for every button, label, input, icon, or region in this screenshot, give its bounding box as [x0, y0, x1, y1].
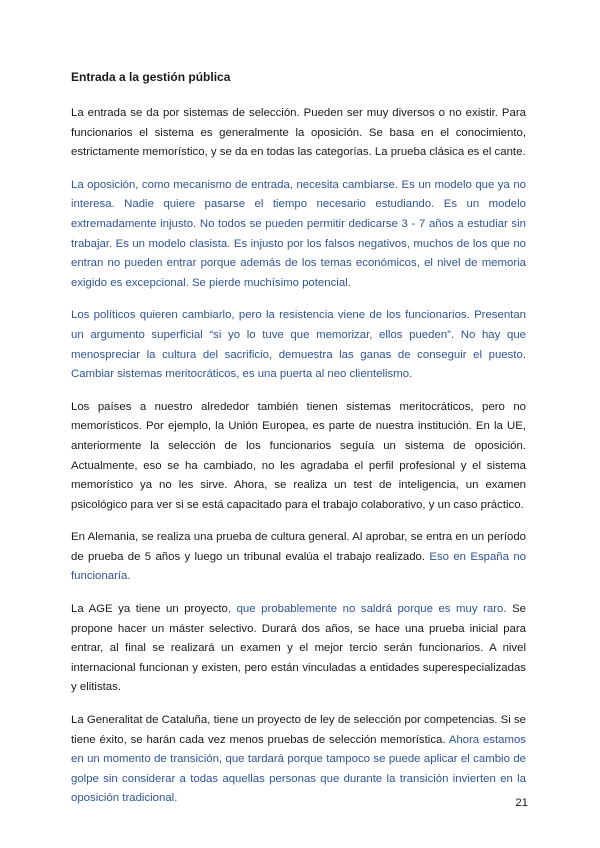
paragraph: [71, 600, 526, 698]
highlighted-text: La oposición, como mecanismo de entrada, necesita cambiarse. Es un modelo que ya no interesa. Nadie quiere pasarse el tiempo necesario estudiando. Es un modelo extremadamente injusto. No todos se pueden permitir dedicarse 3 - 7 años a estudiar sin trabajar. Es un modelo clasista. Es injusto por los falsos negativos, muchos de los que no entran no pueden entrar porque además de los temas económicos, el nivel de memoria exigido es excepcional. Se pierde muchísimo potencial.: [71, 178, 526, 289]
paragraph: [71, 176, 526, 294]
highlighted-text: Los políticos quieren cambiarlo, pero la resistencia viene de los funcionarios. Presentan un argumento superficial “si yo lo tuve que memorizar, ellos pueden”. No hay que menospreciar la cultura del sacrificio, demuestra las ganas de conseguir el puesto. Cambiar sistemas meritocráticos, es una puerta al neo clientelismo.: [71, 309, 526, 381]
body-text: . Se propone hacer un máster selectivo. Durará dos años, se hace una prueba inicial para entrar, al final se realizará un examen y el mejor tercio serán funcionarios. A nivel internacional funcionan y existen, pero están vinculadas a entidades superespecializadas y elitistas.: [71, 603, 526, 694]
body-text: En Alemania, se realiza una prueba de cultura general. Al aprobar, se entra en un período de prueba de 5 años y luego un tribunal evalúa el trabajo realizado.: [71, 531, 526, 563]
page-number: 21: [515, 797, 528, 809]
body-text: La AGE ya tiene un proyecto: [71, 603, 228, 616]
body-text: La Generalitat de Cataluña, tiene un proyecto de ley de selección por competencias. Si se tiene éxito, se harán cada vez menos pruebas de selección memorística.: [71, 714, 526, 746]
paragraph: [71, 398, 526, 516]
highlighted-text: Eso en España no funcionaría.: [71, 550, 526, 583]
paragraph: [71, 104, 526, 163]
paragraph: [71, 306, 526, 384]
paragraph: [71, 528, 526, 587]
highlighted-text: , que probablemente no saldrá porque es muy raro: [227, 603, 504, 616]
section-heading: Entrada a la gestión pública: [71, 70, 231, 84]
paragraph-list: [71, 104, 526, 809]
body-text: La entrada se da por sistemas de selección. Pueden ser muy diversos o no existir. Para funcionarios el sistema es generalmente la oposición. Se basa en el conocimiento, estrictamente memorístico, y se da en todas las categorías. La prueba clásica es el cante.: [71, 107, 526, 159]
highlighted-text: Ahora estamos en un momento de transición, que tardará porque tampoco se puede aplicar el cambio de golpe sin considerar a todas aquellas personas que durante la transición invierten en la oposición tradicional.: [71, 733, 526, 805]
document-page: [71, 68, 526, 822]
paragraph: [71, 711, 526, 809]
body-text: Los países a nuestro alrededor también tienen sistemas meritocráticos, pero no memorísticos. Por ejemplo, la Unión Europea, es parte de nuestra institución. En la UE, anteriormente la selección de los funcionarios seguía un sistema de oposición. Actualmente, eso se ha cambiado, no les agradaba el perfil profesional y el sistema memorístico ya no les sirve. Ahora, se realiza un test de inteligencia, un examen psicológico para ver si se está capacitado para el trabajo colaborativo, y un caso práctico.: [71, 400, 526, 511]
